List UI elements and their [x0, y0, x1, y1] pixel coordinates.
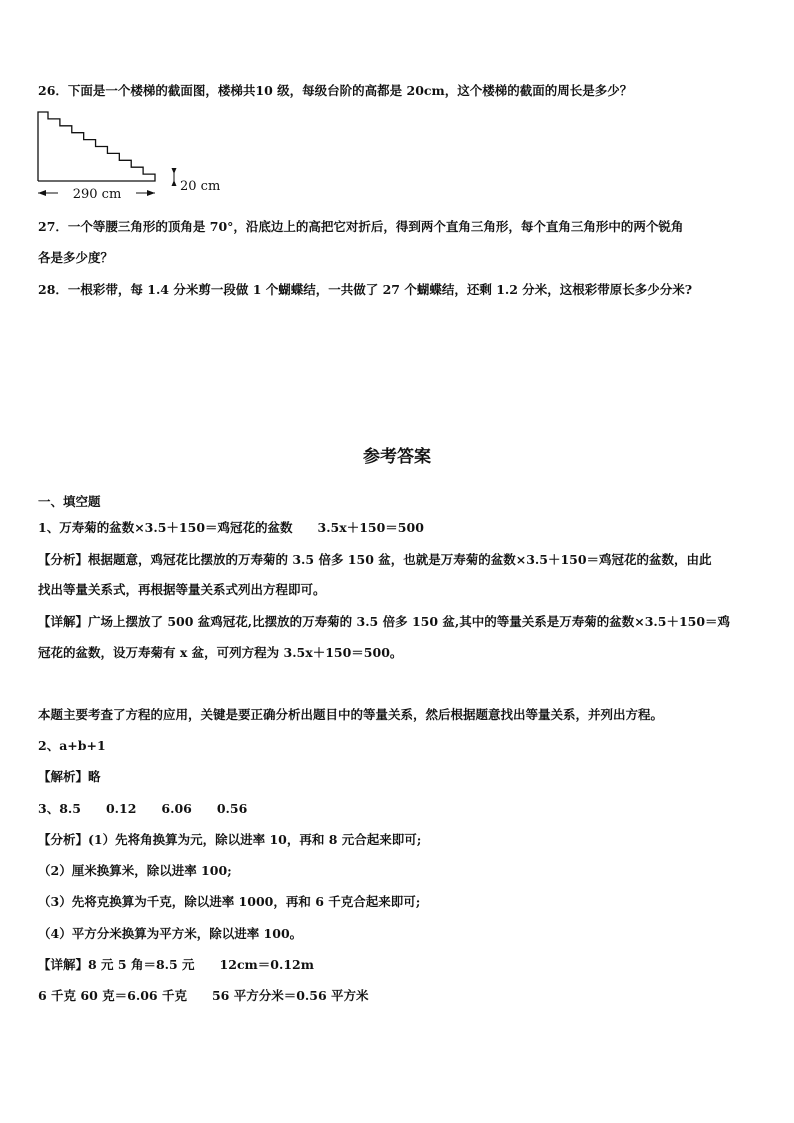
answer-2-analysis: 【解析】略 [38, 769, 101, 784]
answer-1: 1、万寿菊的盆数×3.5＋150＝鸡冠花的盆数 3.5x＋150＝500 [38, 520, 424, 535]
question-26: 26．下面是一个楼梯的截面图，楼梯共10 级，每级台阶的高都是 20cm，这个楼梯的截面的周长是多少？ [38, 83, 633, 98]
question-27-line-1: 27．一个等腰三角形的顶角是 70°，沿底边上的高把它对折后，得到两个直角三角形，每个直角三角形中的两个锐角 [38, 219, 684, 234]
width-dimension [38, 185, 155, 202]
answer-3: 3、8.5 0.12 6.06 0.56 [38, 801, 248, 816]
answers-title: 参考答案 [363, 447, 431, 467]
answer-1-summary: 本题主要考查了方程的应用，关键是要正确分析出题目中的等量关系，然后根据题意找出等量关系，并列出方程。 [38, 707, 664, 722]
question-27-line-2: 各是多少度？ [38, 250, 114, 265]
staircase-figure [34, 108, 234, 208]
step-height-dimension [172, 168, 221, 194]
answer-3-analysis-2: （2）厘米换算米，除以进率 100; [38, 863, 232, 878]
answer-3-analysis-1: 【分析】(1）先将角换算为元，除以进率 10，再和 8 元合起来即可; [38, 832, 422, 847]
answer-3-detail-1: 【详解】8 元 5 角＝8.5 元 12cm＝0.12m [38, 957, 314, 972]
answer-3-analysis-4: （4）平方分米换算为平方米，除以进率 100。 [38, 926, 303, 941]
answer-3-detail-2: 6 千克 60 克＝6.06 千克 56 平方分米＝0.56 平方米 [38, 988, 369, 1003]
section-heading: 一、填空题 [38, 494, 101, 509]
answer-1-detail-line-1: 【详解】广场上摆放了 500 盆鸡冠花,比摆放的万寿菊的 3.5 倍多 150 盆,其中的等量关系是万寿菊的盆数×3.5＋150＝鸡 [38, 614, 731, 629]
staircase-outline [38, 112, 155, 181]
answer-1-detail-line-2: 冠花的盆数，设万寿菊有 x 盆，可列方程为 3.5x＋150＝500。 [38, 645, 403, 660]
width-label: 290 cm [72, 187, 122, 202]
answer-1-analysis-line-1: 【分析】根据题意，鸡冠花比摆放的万寿菊的 3.5 倍多 150 盆，也就是万寿菊的盆数×3.5＋150＝鸡冠花的盆数，由此 [38, 552, 712, 567]
question-28: 28．一根彩带，每 1.4 分米剪一段做 1 个蝴蝶结，一共做了 27 个蝴蝶结，还剩 1.2 分米，这根彩带原长多少分米? [38, 282, 693, 297]
answer-1-analysis-line-2: 找出等量关系式，再根据等量关系式列出方程即可。 [38, 582, 326, 597]
answer-3-analysis-3: （3）先将克换算为千克，除以进率 1000，再和 6 千克合起来即可; [38, 894, 421, 909]
answer-2: 2、a+b+1 [38, 738, 106, 753]
step-height-label: 20 cm [180, 179, 221, 194]
